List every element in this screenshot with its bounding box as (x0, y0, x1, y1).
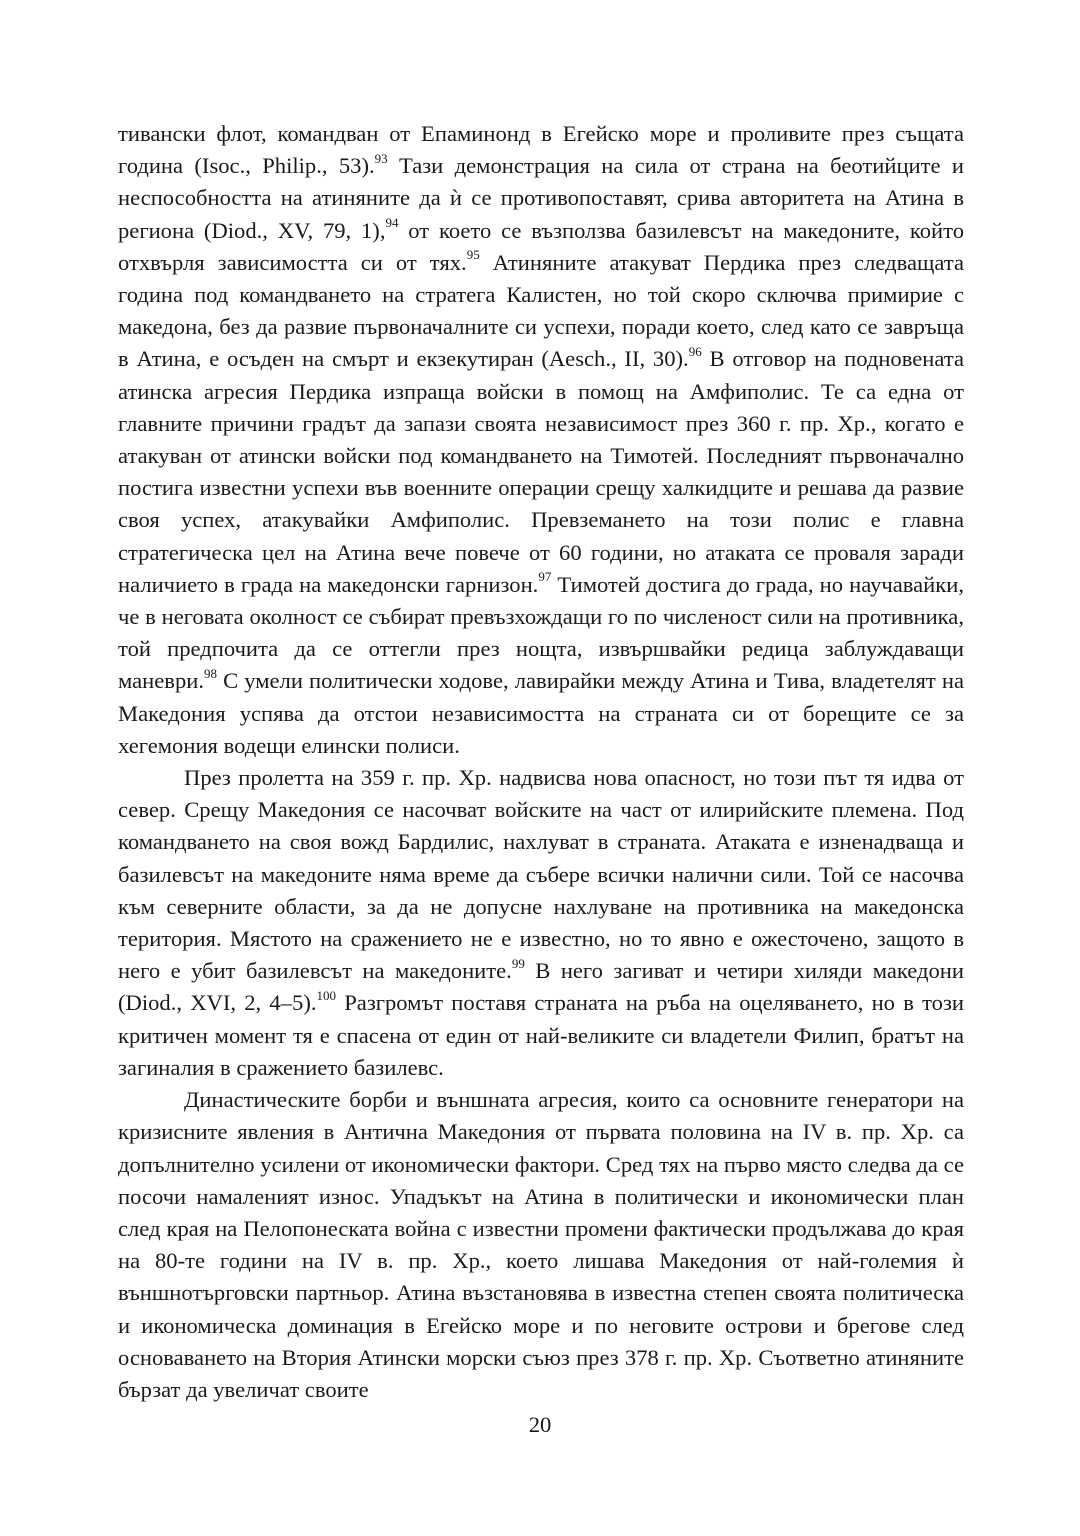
text-segment: Тази демонстрация на сила от страна на беотийците и неспособността на атиняните да ѝ се противопоставят, срива авторитета на Атина в региона (Diod., XV, 79, 1), (118, 153, 964, 243)
page-number: 20 (528, 1412, 552, 1437)
footnote-ref-94: 94 (385, 215, 399, 231)
text-segment: от което се възползва базилевсът на македоните, който отхвърля зависимостта си от тях. (118, 217, 964, 275)
footnote-ref-98: 98 (204, 665, 217, 681)
text-segment: Разгромът поставя страната на ръба на оцеляването, но в този критичен момент тя е спасена от един от най-великите си владетели Филип, братът на загиналия в сражението базилевс. (118, 990, 964, 1080)
text-segment: В отговор на подновената атинска агресия Пердика изпраща войски в помощ на Амфиполис. Те са една от главните причини градът да запази своята независимост през 360 г. пр. Хр., когато е атакуван от атински войски под командването на Тимотей. Последният първоначално постига известни успехи във военните операции срещу халкидците и решава да развие своя успех, атакувайки Амфиполис. Превземането на този полис е главна стратегическа цел на Атина вече повече от 60 години, но атаката се проваля заради наличието в града на македонски гарнизон. (118, 346, 964, 597)
text-segment: Династическите борби и външната агресия, които са основните генератори на кризисните явления в Антична Македония от първата половина на IV в. пр. Хр. са допълнително усилени от икономически фактори. Сред тях на първо място следва да се посочи намаленият износ. Упадъкът на Атина в политически и икономически план след края на Пелопонеската война с известни промени фактически продължава до края на 80-те години на IV в. пр. Хр., което лишава Македония от най-големия ѝ външнотърговски партньор. Атина възстановява в известна степен своята политическа и икономическа доминация в Егейско море и по неговите острови и брегове след основаването на Втория Атински морски съюз през 378 г. пр. Хр. Съответно атиняните бързат да увеличат своите (118, 1087, 964, 1402)
footnote-ref-95: 95 (466, 247, 480, 263)
footnote-ref-100: 100 (316, 987, 336, 1003)
footnote-ref-97: 97 (538, 569, 552, 585)
footnote-ref-96: 96 (688, 343, 702, 359)
text-segment: тивански флот, командван от Епаминонд в Егейско море и проливите през същата година (Isoc., Philip., 53). (118, 121, 964, 179)
text-segment: Атиняните атакуват Пердика през следващата година под командването на стратега Калистен, но той скоро сключва примирие с македона, без да развие първоначалните си успехи, поради което, след като се завръща в Атина, е осъден на смърт и екзекутиран (Aesch., II, 30). (118, 249, 964, 372)
text-segment: Тимотей достига до града, но научавайки, че в неговата околност се събират превъзхождащи го по численост сили на противника, той предпочита да се оттегли през нощта, извършвайки редица заблуждаващи маневри. (118, 571, 964, 694)
text-segment: В него загиват и четири хиляди македони (Diod., XVI, 2, 4–5). (118, 958, 964, 1016)
page-body (118, 118, 964, 1406)
footnote-ref-99: 99 (511, 955, 525, 971)
paragraph-2 (118, 762, 964, 1084)
text-segment: През пролетта на 359 г. пр. Хр. надвисва нова опасност, но този път тя идва от север. Срещу Македония се насочват войските на част от илирийските племена. Под командването на своя вожд Бардилис, нахлуват в страната. Атаката е изненадваща и базилевсът на македоните няма време да събере всички налични сили. Той се насочва към северните области, за да не допусне нахлуване на противника на македонска територия. Мястото на сражението не е известно, но то явно е ожесточено, защото в него е убит базилевсът на македоните. (118, 765, 964, 984)
paragraph-1 (118, 118, 964, 762)
text-segment: С умели политически ходове, лавирайки между Атина и Тива, владетелят на Македония успява да отстои независимостта на страната си от борещите се за хегемония водещи елински полиси. (118, 668, 964, 758)
paragraph-3 (118, 1084, 964, 1406)
footnote-ref-93: 93 (374, 150, 388, 166)
